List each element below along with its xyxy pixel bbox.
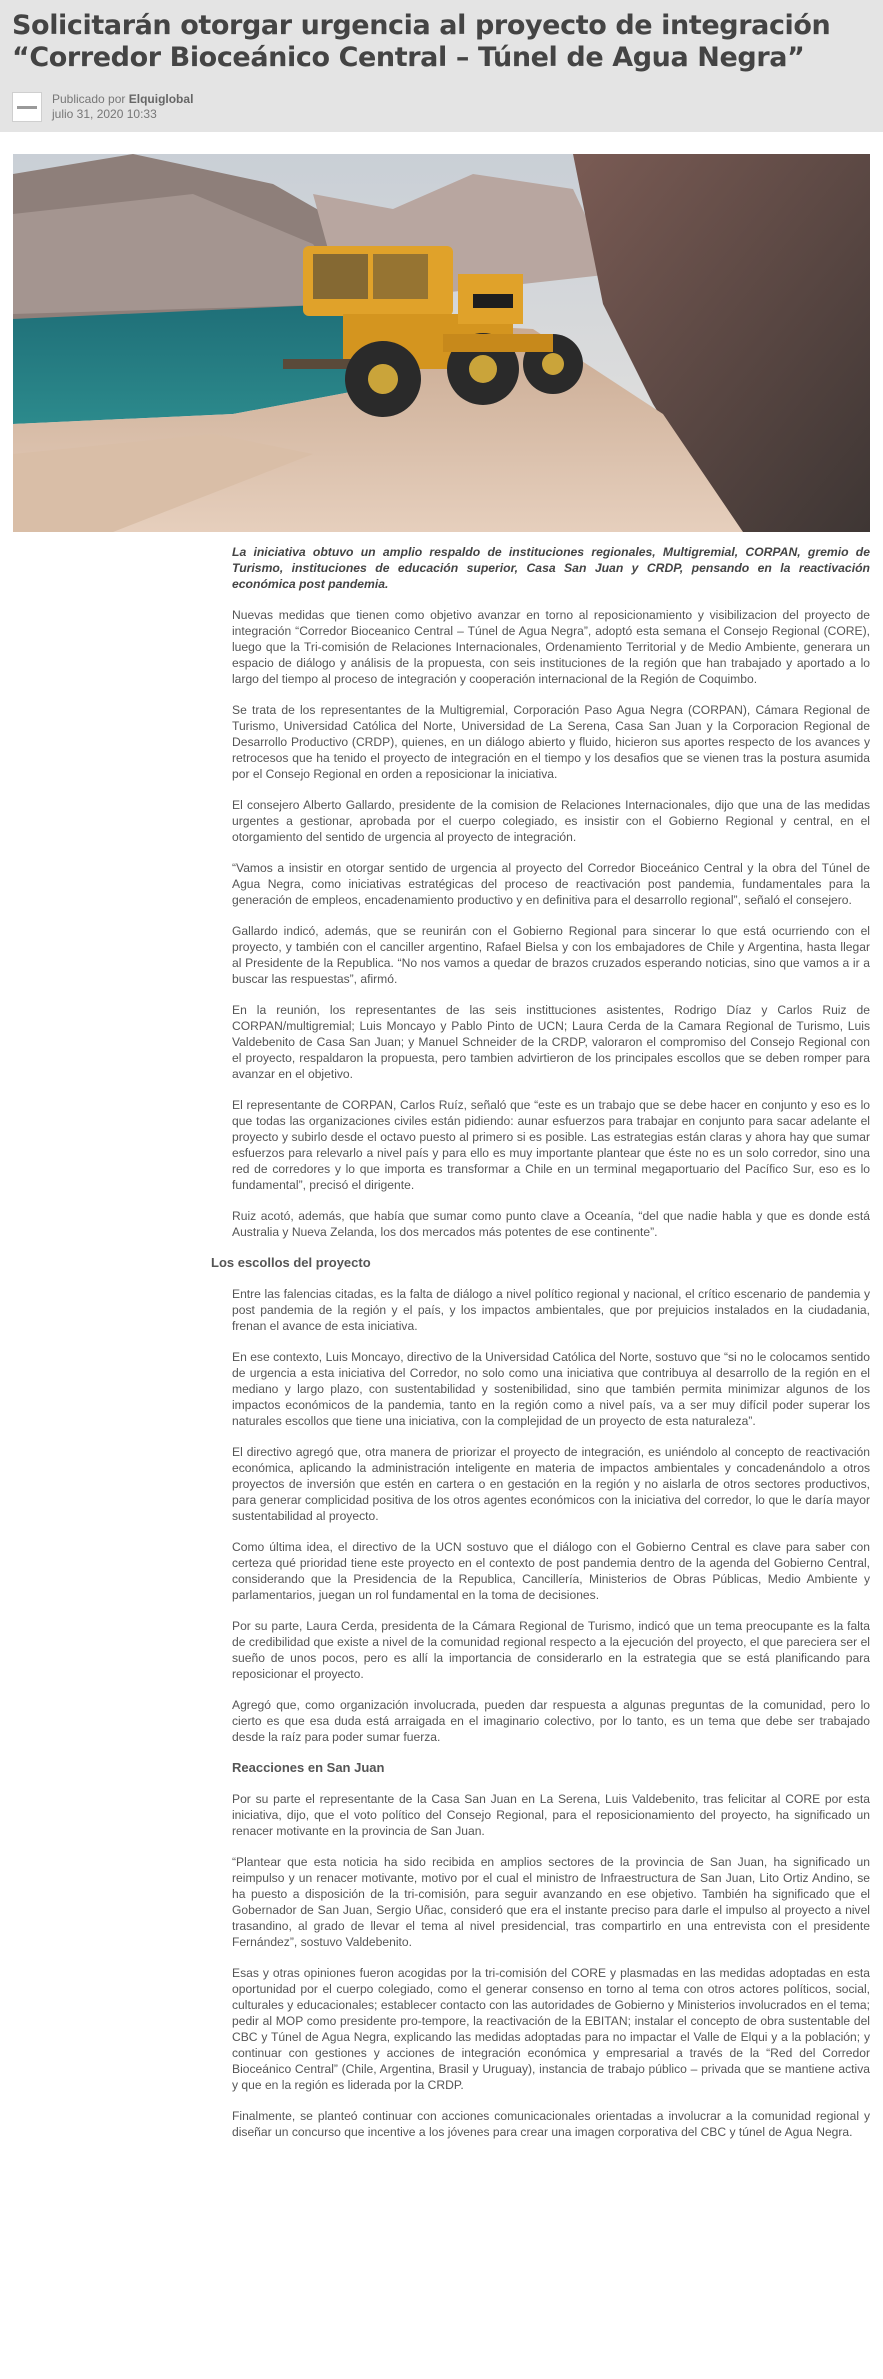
featured-image-container [0, 154, 883, 532]
paragraph: El consejero Alberto Gallardo, presidente de la comision de Relaciones Internacionales, dijo que una de las medidas urgentes a gestionar, aprobada por el cuerpo colegiado, es insistir con el Gobierno Regional y central, en el otorgamiento del sentido de urgencia al proyecto de integración. [232, 798, 870, 844]
paragraph: En la reunión, los representantes de las seis instittuciones asistentes, Rodrigo Díaz y Carlos Ruiz de CORPAN/multigremial; Luis Moncayo y Pablo Pinto de UCN; Laura Cerda de la Camara Regional de Turismo, Luis Valdebenito de Casa San Juan; y Manuel Schneider de la CRDP, valoraron el compromiso del Consejo Regional con el proyecto, respaldaron la propuesta, pero tambien advirtieron de los principales escollos que se deben romper para avanzar en el objetivo. [232, 1003, 870, 1081]
author-name[interactable]: Elquiglobal [128, 92, 194, 106]
paragraph: Por su parte, Laura Cerda, presidenta de la Cámara Regional de Turismo, indicó que un tema preocupante es la falta de credibilidad que existe a nivel de la comunidad regional respecto a la ejecución del proyecto, el que pareciera ser el sueño de unos pocos, pero es allí la importancia de considerarlo en la estrategia que se está planificando para reposicionar el proyecto. [232, 1619, 870, 1681]
article-body [211, 532, 870, 2140]
paragraph: El directivo agregó que, otra manera de priorizar el proyecto de integración, es uniéndolo al concepto de reactivación económica, aplicando la administración inteligente en materia de impactos ambientales y concadenándolo a otros proyectos de inversión que estén en cartera o en gestación en la región y no aislarla de otros sectores productivos, para generar complicidad positiva de los otros agentes económicos con la iniciativa del corredor, lo que le daría mayor sustentabilidad al proyecto. [232, 1445, 870, 1523]
paragraph: Agregó que, como organización involucrada, pueden dar respuesta a algunas preguntas de la comunidad, pero lo cierto es que esa duda está arraigada en el imaginario colectivo, por lo tanto, es un tema que debe ser trabajado desde la raíz para poder sumar fuerza. [232, 1698, 870, 1744]
paragraph: Ruiz acotó, además, que había que sumar como punto clave a Oceanía, “del que nadie habla y que es donde está Australia y Nueva Zelanda, los dos mercados más potentes de ese continente”. [232, 1209, 870, 1239]
post-header [0, 0, 883, 132]
article-lead: La iniciativa obtuvo un amplio respaldo de instituciones regionales, Multigremial, CORPAN, gremio de Turismo, instituciones de educación superior, Casa San Juan y CRDP, pensando en la reactivación económica post pandemia. [232, 545, 870, 591]
post-title: Solicitarán otorgar urgencia al proyecto de integración “Corredor Bioceánico Central – Túnel de Agua Negra” [12, 10, 831, 73]
post-byline [12, 92, 869, 122]
paragraph: Entre las falencias citadas, es la falta de diálogo a nivel político regional y nacional, el crítico escenario de pandemia y post pandemia de la región y el país, y los impactos ambientales, que por prejuicios instalados en la ciudadania, frenan el avance de esta iniciativa. [232, 1287, 870, 1333]
paragraph: El representante de CORPAN, Carlos Ruíz, señaló que “este es un trabajo que se debe hacer en conjunto y eso es lo que todas las organizaciones civiles están pidiendo: aunar esfuerzos para trabajar en conjunto para sacar adelante el proyecto y subirlo desde el octavo puesto al primero si es posible. Las estrategias están claras y ahora hay que sumar esfuerzos para relevarlo a nivel país y para ello es muy importante plantear que éste no es un solo corredor, sino una red de corredores y lo que importa es transformar a Chile en un terminal megaportuario del Pacífico Sur, eso es lo fundamental”, precisó el dirigente. [232, 1098, 870, 1192]
section-heading-reacciones: Reacciones en San Juan [232, 1760, 385, 1775]
paragraph: “Plantear que esta noticia ha sido recibida en amplios sectores de la provincia de San Juan, ha significado un reimpulso y un renacer motivante, motivo por el cual el ministro de Infraestructura de San Juan, Lito Ortiz Andino, se ha puesto a disposición de la tri-comisión, para seguir avanzando en ese objetivo. También ha significado que el Gobernador de San Juan, Sergio Uñac, consideró que era el instante preciso para darle el impulso al proyecto a nivel trasandino, al grado de llevar el tema al nivel presidencial, tras compartirlo en una entrevista con el presidente Fernández”, sostuvo Valdebenito. [232, 1855, 870, 1949]
post-date: julio 31, 2020 10:33 [52, 107, 157, 121]
paragraph: Esas y otras opiniones fueron acogidas por la tri-comisión del CORE y plasmadas en las medidas adoptadas en esta oportunidad por el cuerpo colegiado, como el generar consenso en torno al tema con otros actores políticos, social, culturales y educacionales; establecer contacto con las autoridades de Gobierno y Ministerios involucrados en el tema; pedir al MOP como presidente pro-tempore, la reactivación de la EBITAN; instalar el concepto de obra sustentable del CBC y Túnel de Agua Negra, explicando las medidas adoptadas para no impactar el Valle de Elqui y a la población; y continuar con gestiones y acciones de integración económica y empresarial a través de la “Red del Corredor Bioceánico Central” (Chile, Argentina, Brasil y Uruguay), instancia de trabajo público – privada que se mantiene activa y que en la región es liderada por la CRDP. [232, 1966, 870, 2092]
byline-prefix: Publicado por [52, 92, 126, 106]
paragraph: En ese contexto, Luis Moncayo, directivo de la Universidad Católica del Norte, sostuvo que “si no le colocamos sentido de urgencia a esta iniciativa del Corredor, no solo como una iniciativa que contribuya al desarrollo de la región en el mediano y largo plazo, con sustentabilidad y sostenibilidad, sino que también permita minimizar algunos de los impactos económicos de la pandemia, tanto en la región como a nivel país, va a ser muy difícil poder superar los naturales escollos que tiene una iniciativa, con la complejidad de un proyecto de esta naturaleza”. [232, 1350, 870, 1428]
featured-image [13, 154, 870, 532]
paragraph: Gallardo indicó, además, que se reunirán con el Gobierno Regional para sincerar lo que está ocurriendo con el proyecto, y también con el canciller argentino, Rafael Bielsa y con los embajadores de Chile y Argentina, hasta llegar al Presidente de la Republica. “No nos vamos a quedar de brazos cruzados esperando noticias, sino que vamos a ir a buscar las respuestas”, afirmó. [232, 924, 870, 986]
author-avatar[interactable] [12, 92, 42, 122]
paragraph: Finalmente, se planteó continuar con acciones comunicacionales orientadas a involucrar a la comunidad regional y diseñar un concurso que incentive a los jóvenes para crear una imagen corporativa del CBC y túnel de Agua Negra. [232, 2109, 870, 2139]
site-logo-icon [17, 106, 37, 109]
paragraph: Se trata de los representantes de la Multigremial, Corporación Paso Agua Negra (CORPAN), Cámara Regional de Turismo, Universidad Católica del Norte, Universidad de La Serena, Casa San Juan y la Corporacion Regional de Desarrollo Productivo (CRDP), quienes, en un diálogo abierto y fluido, hicieron sus aportes respecto de los avances y retrocesos que ha tenido el proyecto de integración en el tiempo y los desafios que se vienen tras la postura asumida por el Consejo Regional en orden a reposicionar la iniciativa. [232, 703, 870, 781]
paragraph: Por su parte el representante de la Casa San Juan en La Serena, Luis Valdebenito, tras felicitar al CORE por esta iniciativa, dijo, que el voto político del Consejo Regional, para el reposicionamiento del proyecto, ha significado un renacer motivante en la provincia de San Juan. [232, 1792, 870, 1838]
paragraph: Como última idea, el directivo de la UCN sostuvo que el diálogo con el Gobierno Central es clave para saber con certeza qué prioridad tiene este proyecto en el contexto de post pandemia dentro de la agenda del Gobierno Central, considerando que la Presidencia de la Republica, Cancillería, Ministerios de Obras Públicas, Medio Ambiente y parlamentarios, juegan un rol fundamental en la toma de decisiones. [232, 1540, 870, 1602]
section-heading-escollos: Los escollos del proyecto [211, 1255, 371, 1270]
byline-text [52, 92, 193, 122]
paragraph: Nuevas medidas que tienen como objetivo avanzar en torno al reposicionamiento y visibilizacion del proyecto de integración “Corredor Bioceanico Central – Túnel de Agua Negra”, adoptó esta semana el Consejo Regional (CORE), luego que la Tri-comisión de Relaciones Internacionales, Ordenamiento Territorial y de Medio Ambiente, generara un espacio de diálogo y análisis de la propuesta, con seis instituciones de la región que han trabajado y aportado a lo largo del tiempo al proceso de integración y cooperación internacional de la Región de Coquimbo. [232, 608, 870, 686]
paragraph: “Vamos a insistir en otorgar sentido de urgencia al proyecto del Corredor Bioceánico Central y la obra del Túnel de Agua Negra, como iniciativas estratégicas del proceso de reactivación post pandemia, fundamentales para la generación de empleos, encadenamiento productivo y en definitiva para el desarrollo regional”, señaló el consejero. [232, 861, 870, 907]
